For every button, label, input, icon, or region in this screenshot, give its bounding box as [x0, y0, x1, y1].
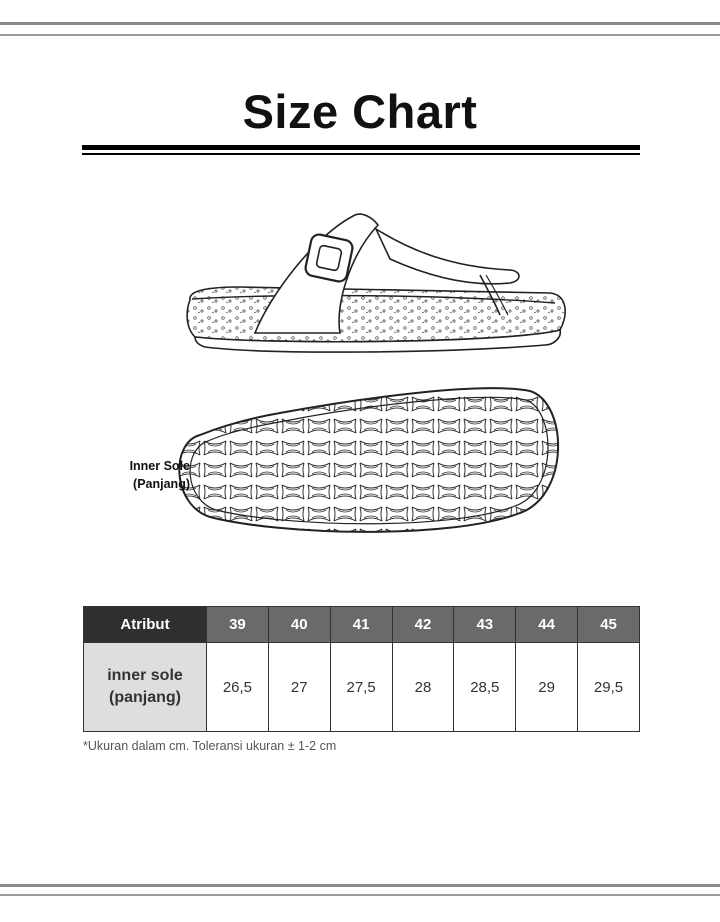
- header-size: 45: [578, 607, 640, 643]
- sandal-illustration: [150, 195, 590, 555]
- bottom-border-line-thin: [0, 894, 720, 896]
- header-size: 43: [454, 607, 516, 643]
- table-row: [84, 643, 640, 732]
- row-label-line1: inner sole: [107, 667, 183, 684]
- header-size: 41: [330, 607, 392, 643]
- footnote: *Ukuran dalam cm. Toleransi ukuran ± 1-2 cm: [83, 739, 337, 753]
- top-border-line: [0, 22, 720, 25]
- inner-sole-label-line2: (Panjang): [133, 477, 190, 491]
- header-size: 44: [516, 607, 578, 643]
- table-cell: 29,5: [578, 643, 640, 732]
- table-cell: 27: [268, 643, 330, 732]
- header-size: 40: [268, 607, 330, 643]
- table-cell: 29: [516, 643, 578, 732]
- row-label-line2: (panjang): [109, 689, 181, 706]
- table-cell: 28: [392, 643, 454, 732]
- table-cell: 28,5: [454, 643, 516, 732]
- table-cell: 27,5: [330, 643, 392, 732]
- bottom-border-line: [0, 884, 720, 887]
- header-attribute: Atribut: [84, 607, 207, 643]
- header-size: 39: [207, 607, 269, 643]
- size-table: [83, 606, 640, 732]
- table-cell: 26,5: [207, 643, 269, 732]
- title-underline-thick: [82, 145, 640, 150]
- size-header-row: [84, 607, 640, 643]
- page-title: Size Chart: [242, 85, 478, 138]
- top-border-line-thin: [0, 34, 720, 36]
- header-size: 42: [392, 607, 454, 643]
- inner-sole-label: [100, 457, 190, 493]
- row-label: [84, 643, 207, 732]
- inner-sole-label-line1: Inner Sole: [129, 459, 190, 473]
- title-underline-thin: [82, 153, 640, 155]
